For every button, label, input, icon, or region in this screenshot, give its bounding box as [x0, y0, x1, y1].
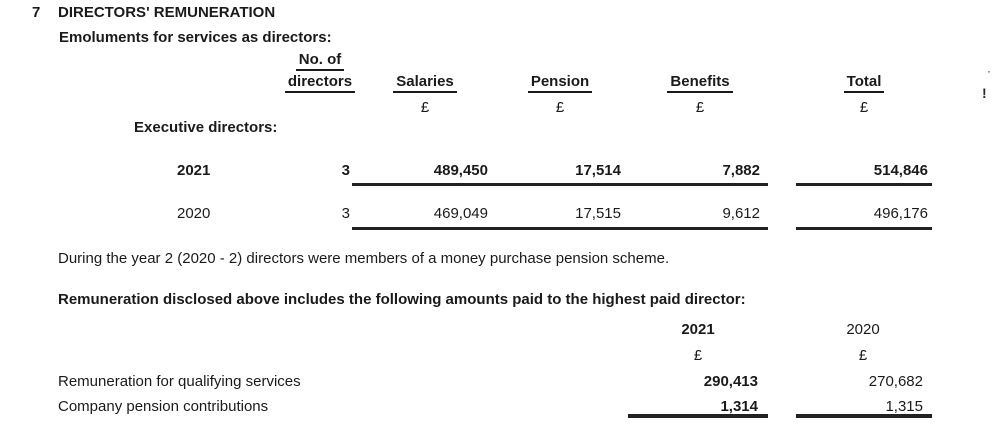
header-no-of-line1 [270, 51, 370, 69]
row-2020-benefits: 9,612 [722, 205, 760, 222]
executive-directors-label: Executive directors: [134, 119, 278, 136]
header-salaries [375, 73, 475, 91]
total-double-rule-2021 [628, 414, 768, 418]
row-2021-underline-total [796, 183, 932, 186]
highest-paid-header-2020: 2020 [846, 321, 880, 338]
scan-artifact-exclamation: ! [982, 85, 987, 101]
emoluments-subtitle: Emoluments for services as directors: [59, 29, 332, 46]
row-2020-no-of-directors: 3 [341, 205, 350, 222]
row-2021-total: 514,846 [873, 162, 928, 179]
header-salaries-text: Salaries [393, 73, 457, 93]
row-2021-underline-main [352, 183, 768, 186]
row-pension-contributions-label: Company pension contributions [58, 398, 269, 415]
section-title: DIRECTORS' REMUNERATION [58, 4, 276, 21]
header-no-of-line2-text: directors [285, 73, 355, 93]
row-2020-underline-total [796, 227, 932, 230]
row-2020-year: 2020 [177, 205, 211, 222]
row-2021-year: 2021 [177, 162, 211, 179]
header-no-of-line2 [270, 73, 370, 91]
header-pension-text: Pension [528, 73, 592, 93]
highest-paid-header-2021: 2021 [681, 321, 715, 338]
currency-pound-total: £ [859, 99, 869, 116]
note-pension-scheme: During the year 2 (2020 - 2) directors were members of a money purchase pension scheme. [58, 250, 670, 267]
row-2020-underline-main [352, 227, 768, 230]
row-2020-salaries: 469,049 [433, 205, 488, 222]
header-benefits-text: Benefits [667, 73, 732, 93]
header-pension [510, 73, 610, 91]
row-qualifying-services-2020: 270,682 [868, 373, 923, 390]
header-total [814, 73, 914, 91]
row-2020-pension: 17,515 [575, 205, 621, 222]
scan-artifact-dot: · [987, 64, 991, 78]
row-2021-salaries: 489,450 [433, 162, 488, 179]
row-qualifying-services-label: Remuneration for qualifying services [58, 373, 301, 390]
row-pension-contributions-2021: 1,314 [720, 398, 758, 415]
row-2020-total: 496,176 [873, 205, 928, 222]
row-qualifying-services-2021: 290,413 [703, 373, 758, 390]
currency-pound-benefits: £ [695, 99, 705, 116]
currency-pound-salaries: £ [420, 99, 430, 116]
currency-pound-2021: £ [693, 347, 703, 364]
currency-pound-pension: £ [555, 99, 565, 116]
total-double-rule-2020 [796, 414, 932, 418]
section-number: 7 [32, 4, 41, 21]
row-2021-benefits: 7,882 [722, 162, 760, 179]
currency-pound-2020: £ [858, 347, 868, 364]
row-pension-contributions-2020: 1,315 [885, 398, 923, 415]
note-highest-paid: Remuneration disclosed above includes the following amounts paid to the highest paid director: [58, 291, 746, 308]
row-2021-pension: 17,514 [575, 162, 621, 179]
row-2021-no-of-directors: 3 [341, 162, 350, 179]
header-benefits [650, 73, 750, 91]
header-total-text: Total [844, 73, 885, 93]
header-no-of-line1-text: No. of [296, 51, 345, 71]
